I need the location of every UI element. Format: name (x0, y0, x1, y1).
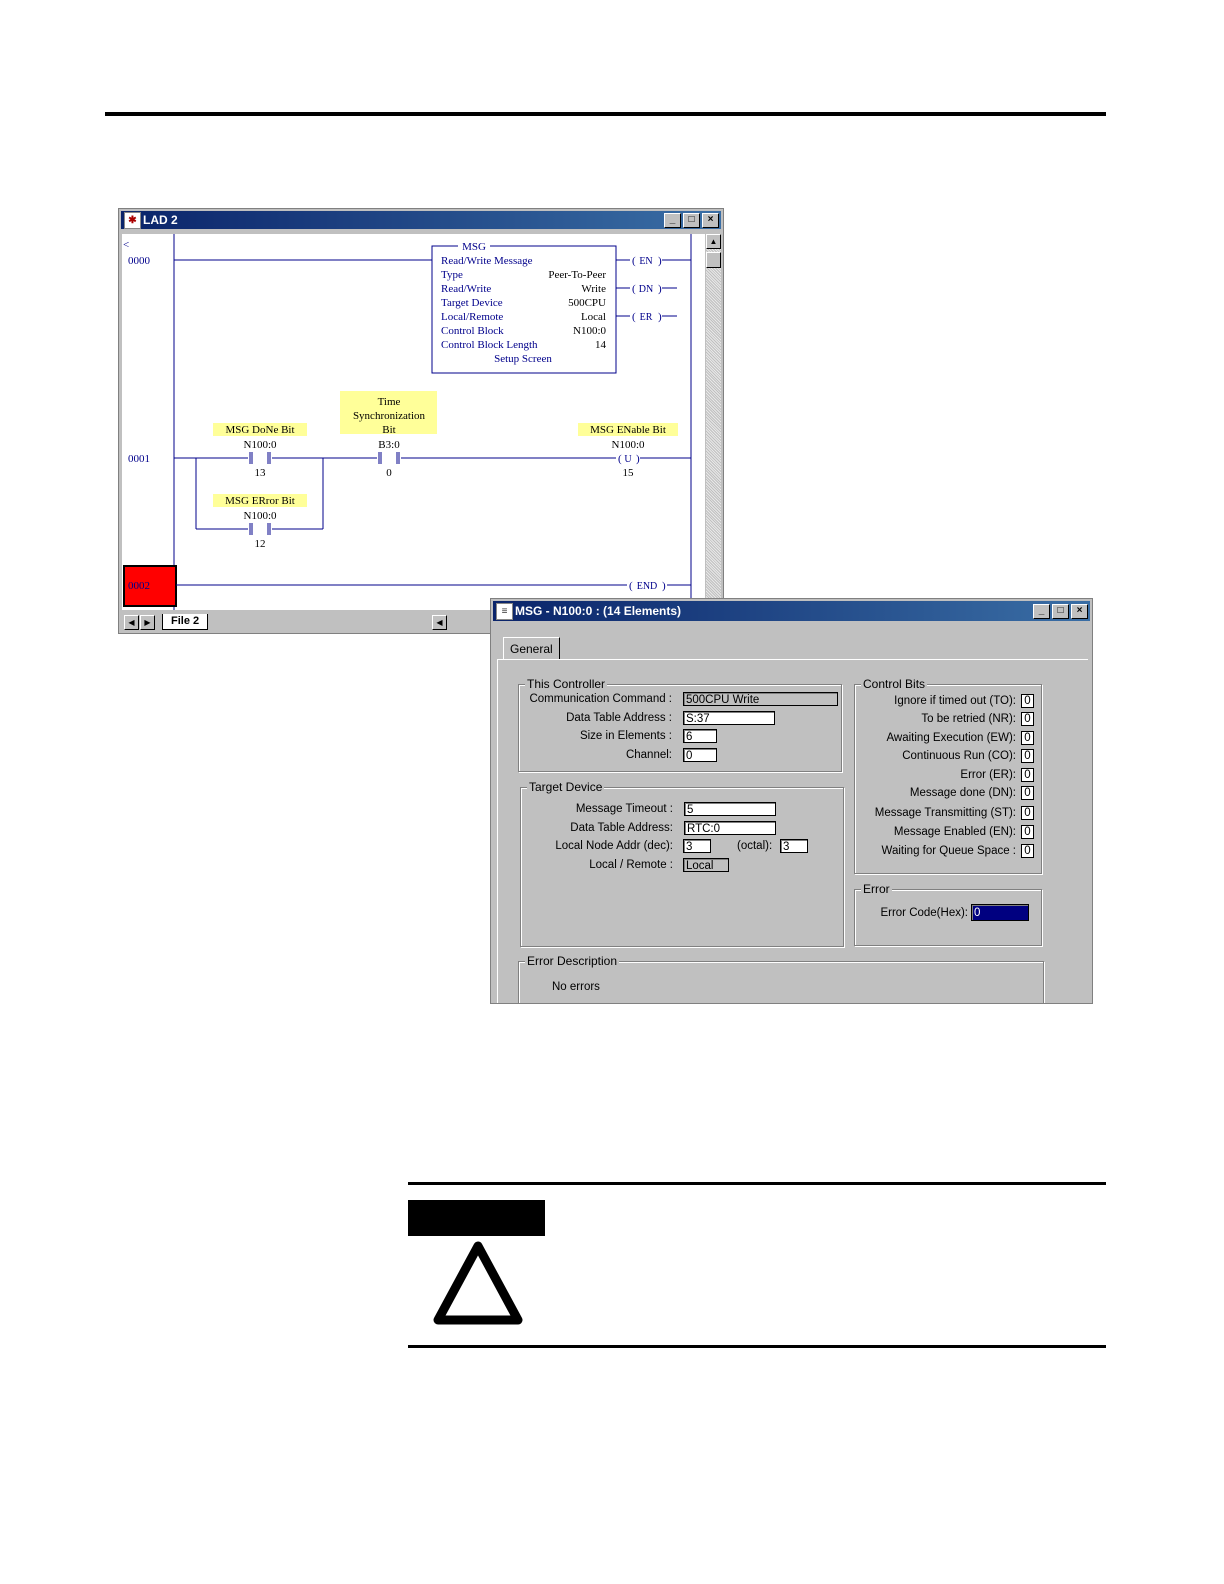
ladder-app-icon: ✱ (124, 212, 141, 229)
maximize-button[interactable]: □ (1052, 604, 1069, 619)
controller-dta-field[interactable]: S:37 (683, 711, 775, 725)
local-remote-label: Local / Remote : (589, 859, 673, 871)
svg-text:): ) (658, 255, 662, 267)
rung-number-0000[interactable]: 0000 (128, 255, 150, 267)
end-instruction[interactable]: END (636, 581, 658, 592)
control-bit-value[interactable]: 0 (1021, 806, 1034, 820)
control-bit-label: To be retried (NR): (921, 713, 1016, 725)
control-bit-label: Message done (DN): (909, 787, 1016, 799)
ladder-canvas[interactable] (122, 234, 705, 610)
time-sync-label-2: Synchronization (352, 410, 426, 422)
message-timeout-label: Message Timeout : (575, 803, 673, 815)
control-bit-value[interactable]: 0 (1021, 844, 1034, 858)
svg-text:): ) (636, 453, 640, 465)
control-bit-value[interactable]: 0 (1021, 786, 1034, 800)
msg-row-label: Control Block Length (441, 339, 538, 351)
enable-bit-label: MSG ENable Bit (590, 424, 666, 436)
control-bit-value[interactable]: 0 (1021, 694, 1034, 708)
ladder-vertical-scrollbar[interactable] (706, 234, 721, 610)
time-sync-number: 0 (386, 467, 392, 479)
er-output[interactable]: ER (639, 312, 653, 323)
enable-bit-number: 15 (622, 467, 634, 479)
target-device-group (520, 780, 844, 947)
msg-row-value: Local (580, 311, 606, 323)
hscroll-left-arrow-icon[interactable]: ◀ (432, 615, 447, 630)
minimize-button[interactable]: _ (664, 213, 681, 228)
close-button[interactable]: × (1071, 604, 1088, 619)
target-device-title: Target Device (529, 780, 603, 794)
error-bit-number: 12 (254, 538, 266, 550)
error-code-label: Error Code(Hex): (880, 907, 968, 919)
msg-row-value: Write (581, 283, 606, 295)
msg-row-label: Local/Remote (441, 311, 504, 323)
ladder-titlebar (121, 211, 721, 229)
control-bit-value[interactable]: 0 (1021, 731, 1034, 745)
control-bit-value[interactable]: 0 (1021, 768, 1034, 782)
minimize-button[interactable]: _ (1033, 604, 1050, 619)
error-description-text: No errors (552, 981, 600, 993)
svg-text:): ) (658, 311, 662, 323)
time-sync-label-3: Bit (382, 424, 396, 436)
target-dta-label: Data Table Address: (570, 822, 673, 834)
enable-bit-address: N100:0 (611, 439, 645, 451)
msg-block-title: MSG (462, 241, 486, 253)
warning-triangle-icon (432, 1240, 524, 1326)
caution-header-bar (408, 1200, 545, 1236)
done-bit-address: N100:0 (243, 439, 277, 451)
control-bit-label: Waiting for Queue Space : (881, 845, 1016, 857)
close-button[interactable]: × (702, 213, 719, 228)
caution-top-rule (408, 1182, 1106, 1185)
control-bit-label: Error (ER): (960, 769, 1016, 781)
msg-setup-dialog (490, 598, 1093, 1004)
control-bit-label: Awaiting Execution (EW): (886, 732, 1016, 744)
size-elements-field[interactable]: 6 (683, 729, 717, 743)
control-bit-label: Message Enabled (EN): (893, 826, 1016, 838)
control-bit-value[interactable]: 0 (1021, 712, 1034, 726)
channel-field[interactable]: 0 (683, 748, 717, 762)
control-bit-value[interactable]: 0 (1021, 749, 1034, 763)
error-description-title: Error Description (527, 954, 618, 968)
en-output[interactable]: EN (639, 256, 653, 267)
svg-text:(: ( (618, 453, 622, 465)
caution-bottom-rule (408, 1345, 1106, 1348)
svg-text:(: ( (632, 283, 636, 295)
msg-dialog-title: MSG - N100:0 : (14 Elements) (515, 604, 682, 618)
error-code-field: 0 (971, 904, 1029, 921)
scroll-up-arrow-icon[interactable]: ▲ (706, 234, 721, 249)
left-marker: < (123, 239, 130, 251)
local-node-dec-field[interactable]: 3 (683, 839, 711, 853)
ladder-diagram (122, 234, 705, 610)
page-top-rule (105, 112, 1106, 116)
svg-text:(: ( (632, 311, 636, 323)
controller-dta-label: Data Table Address : (566, 712, 672, 724)
msg-row-label: Control Block (441, 325, 504, 337)
control-bits-title: Control Bits (863, 677, 926, 691)
comm-command-label: Communication Command : (529, 693, 672, 705)
comm-command-field: 500CPU Write (683, 692, 838, 706)
msg-block-header: Read/Write Message (441, 255, 533, 267)
local-remote-field: Local (683, 858, 729, 872)
local-node-octal-field[interactable]: 3 (780, 839, 808, 853)
dn-output[interactable]: DN (638, 284, 654, 295)
msg-row-value: Peer-To-Peer (548, 269, 606, 281)
unlatch-coil[interactable]: U (624, 454, 632, 465)
msg-row-label: Target Device (441, 297, 503, 309)
tab-right-arrow-icon[interactable]: ▶ (140, 615, 155, 630)
message-timeout-field[interactable]: 5 (684, 802, 776, 816)
maximize-button[interactable]: □ (683, 213, 700, 228)
error-group-title: Error (863, 882, 890, 896)
error-bit-label: MSG ERror Bit (225, 495, 295, 507)
tab-file-2[interactable]: File 2 (162, 614, 208, 630)
channel-label: Channel: (625, 749, 672, 761)
scroll-thumb[interactable] (706, 252, 721, 268)
msg-app-icon: ≡ (496, 603, 513, 620)
control-bit-label: Ignore if timed out (TO): (894, 695, 1016, 707)
control-bit-label: Continuous Run (CO): (902, 750, 1016, 762)
msg-titlebar (493, 601, 1090, 621)
size-elements-label: Size in Elements : (579, 730, 672, 742)
done-bit-label: MSG DoNe Bit (225, 424, 295, 436)
this-controller-title: This Controller (527, 677, 606, 691)
ladder-window-title: LAD 2 (143, 213, 178, 227)
control-bit-value[interactable]: 0 (1021, 825, 1034, 839)
local-node-label: Local Node Addr (dec): (555, 840, 673, 852)
rung-number-0001[interactable]: 0001 (128, 453, 150, 465)
msg-setup-screen[interactable]: Setup Screen (494, 353, 552, 365)
error-bit-address: N100:0 (243, 510, 277, 522)
ladder-window (118, 208, 724, 634)
msg-row-value: 14 (595, 339, 606, 351)
msg-row-value: N100:0 (573, 325, 606, 337)
svg-text:): ) (658, 283, 662, 295)
tab-left-arrow-icon[interactable]: ◀ (124, 615, 139, 630)
svg-text:(: ( (629, 580, 633, 592)
done-bit-number: 13 (254, 467, 266, 479)
msg-row-value: 500CPU (568, 297, 606, 309)
rung-number-0002[interactable]: 0002 (128, 580, 150, 592)
time-sync-address: B3:0 (378, 439, 400, 451)
msg-row-label: Type (441, 269, 463, 281)
target-dta-field[interactable]: RTC:0 (684, 821, 776, 835)
tab-general[interactable]: General (503, 637, 560, 660)
time-sync-label-1: Time (377, 396, 401, 408)
msg-row-label: Read/Write (441, 283, 492, 295)
control-bit-label: Message Transmitting (ST): (874, 807, 1016, 819)
octal-label: (octal): (737, 840, 773, 852)
svg-text:(: ( (632, 255, 636, 267)
svg-text:): ) (662, 580, 666, 592)
